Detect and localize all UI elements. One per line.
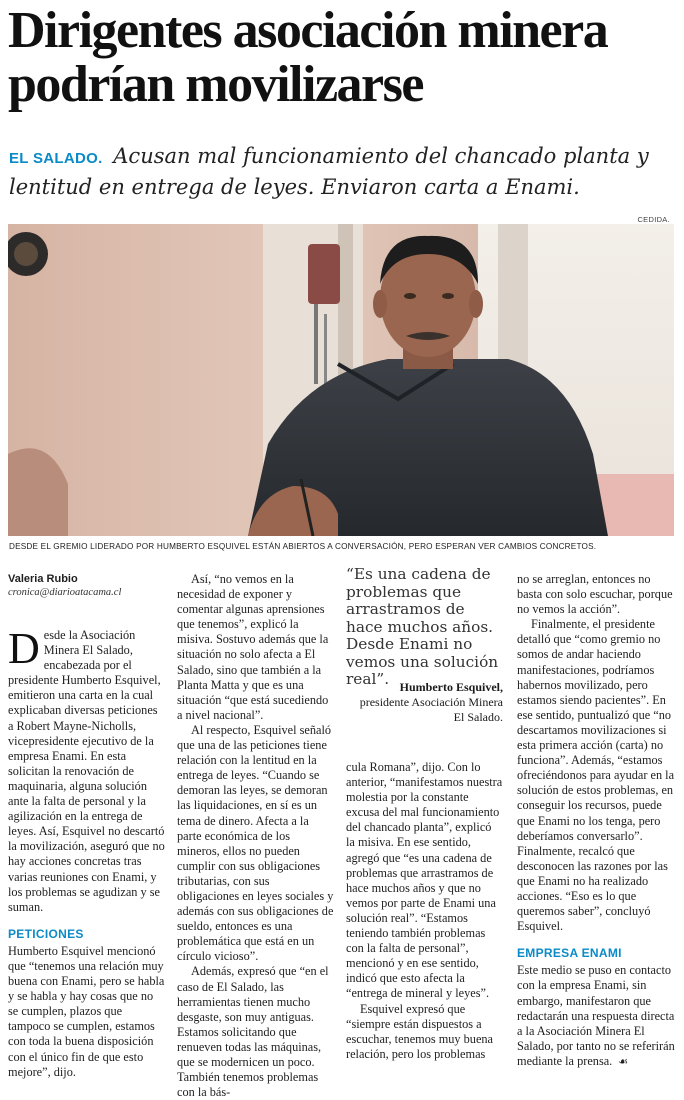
column-2 <box>177 572 334 1100</box>
photo-credit: CEDIDA. <box>637 215 670 224</box>
pull-quote: “Es una cadena de problemas que arrastramos de hace muchos años. Desde Enami no vemos una solución real”. <box>346 565 499 688</box>
byline-author: Valeria Rubio <box>8 573 78 585</box>
paragraph-5: Además, expresó que “en el caso de El Salado, las herramientas tienen mucho desgaste, son muy antiguas. Estamos solicitando que renueven todas las máquinas, que se modernicen un poco. También tenemos problemas con la bás- <box>177 964 329 1100</box>
article-photo <box>8 224 674 536</box>
paragraph-4: Al respecto, Esquivel señaló que una de las peticiones tiene relación con la lentitud en la entrega de leyes. “Cuando se demoran las leyes, se demoran las liquidaciones, en sí es un tema de dinero. Afecta a la parte económica de los mineros, ellos no pueden cumplir con sus obligaciones tributarias, con sus obligaciones en leyes sociales y además con sus obligaciones de sueldo, entonces es una problemática que está en un círculo vicioso”. <box>177 722 334 964</box>
quote-role-2: El Salado. <box>453 710 503 724</box>
paragraph-8: no se arreglan, entonces no basta con solo escuchar, porque no vemos la acción”. <box>517 572 673 617</box>
headline <box>8 4 678 112</box>
lead-paragraph: Desde la Asociación Minera El Salado, encabezada por el presidente Humberto Esquivel, emitieron una carta en la cual explicaban diversas peticiones a Robert Mayne-Nicholls, vicepresidente ejecutivo de la empresa Enami. En esta solicitan la renovación de maquinaria, alguna solución ante la falta de personal y la agilización en la entrega de leyes. Así, Esquivel no descartó la movilización, aseguró que no hay acciones concretas tras varias reuniones con Enami, y los problemas se agudizan y se suman. <box>8 624 165 914</box>
pull-quote-attribution <box>346 680 503 725</box>
headline-line-1: Dirigentes asociación minera <box>8 2 608 59</box>
subhead-peticiones: PETICIONES <box>8 926 84 941</box>
quote-name: Humberto Esquivel, <box>399 680 503 694</box>
drop-cap: D <box>8 624 40 673</box>
deck-line-2: lentitud en entrega de leyes. Enviaron carta a Enami. <box>9 175 580 199</box>
photo-caption: DESDE EL GREMIO LIDERADO POR HUMBERTO ESQUIVEL ESTÁN ABIERTOS A CONVERSACIÓN, PERO ESPERAN VER CAMBIOS CONCRETOS. <box>9 542 597 551</box>
byline-email[interactable]: cronica@diarioatacama.cl <box>8 587 122 598</box>
paragraph-10: Este medio se puso en contacto con la empresa Enami, sin embargo, manifestaron que redactarán una respuesta directa a la Asociación Minera El Salado, por tanto no se referirán mediante la prensa. ☙ <box>517 963 675 1068</box>
subhead-empresa-enami: EMPRESA ENAMI <box>517 946 622 961</box>
paragraph-7: Esquivel expresó que “siempre están dispuestos a escuchar, tenemos muy buena relación, pero los problemas <box>346 1001 494 1061</box>
paragraph-2: Humberto Esquivel mencionó que “tenemos una relación muy buena con Enami, pero se habla y se habla y hay cosas que no se cumplen, plazos que tampoco se cumplen, estamos con toda la buena disposición con el único fin de que esto mejore”, dijo. <box>8 943 165 1079</box>
paragraph-3: Así, “no vemos en la necesidad de exponer y comentar algunas aprensiones que tenemos”, explicó la misiva. Sostuvo además que la situación no solo afecta a El Salado, sino que también a la Planta Matta y que es una situación “que está sucediendo a nivel nacional”. <box>177 572 329 722</box>
column-4 <box>517 572 677 1069</box>
end-mark-icon: ☙ <box>618 1054 629 1068</box>
column-3 <box>346 760 503 1062</box>
column-1 <box>8 572 165 1080</box>
quote-role-1: presidente Asociación Minera <box>359 695 503 709</box>
headline-line-2: podrían movilizarse <box>8 56 423 113</box>
location-tag: EL SALADO. <box>9 150 103 167</box>
deck-line-1: Acusan mal funcionamiento del chancado planta y <box>113 144 649 168</box>
deck <box>9 142 677 202</box>
paragraph-9: Finalmente, el presidente detalló que “como gremio no somos de andar haciendo manifestaciones, podríamos habernos movilizado, pero estamos siendo pacientes”. En ese sentido, puntualizó que “no descartamos movilizaciones si esta primera acción (carta) no funciona”. Además, “estamos ofreciéndonos para ayudar en la solución de estos problemas, en conseguir los recursos, puede que Enami no los tenga, pero deberíamos conversarlo”. Finalmente, recalcó que desconocen las razones por las que Enami no ha realizado acciones. “Eso es lo que queremos saber”, concluyó Esquivel. <box>517 617 675 934</box>
paragraph-6: cula Romana”, dijo. Con lo anterior, “manifestamos nuestra molestia por la constante excusa del mal funcionamiento del chancado planta”, explicó la misiva. En ese sentido, agregó que “es una cadena de problemas que arrastramos de hace muchos años y que no vemos por parte de Enami una solución real”. “Estamos teniendo también problemas con la falta de personal”, mencionó y en ese sentido, indicó que esto afecta la “entrega de mineral y leyes”. <box>346 760 503 1001</box>
photo-illustration <box>8 224 674 536</box>
